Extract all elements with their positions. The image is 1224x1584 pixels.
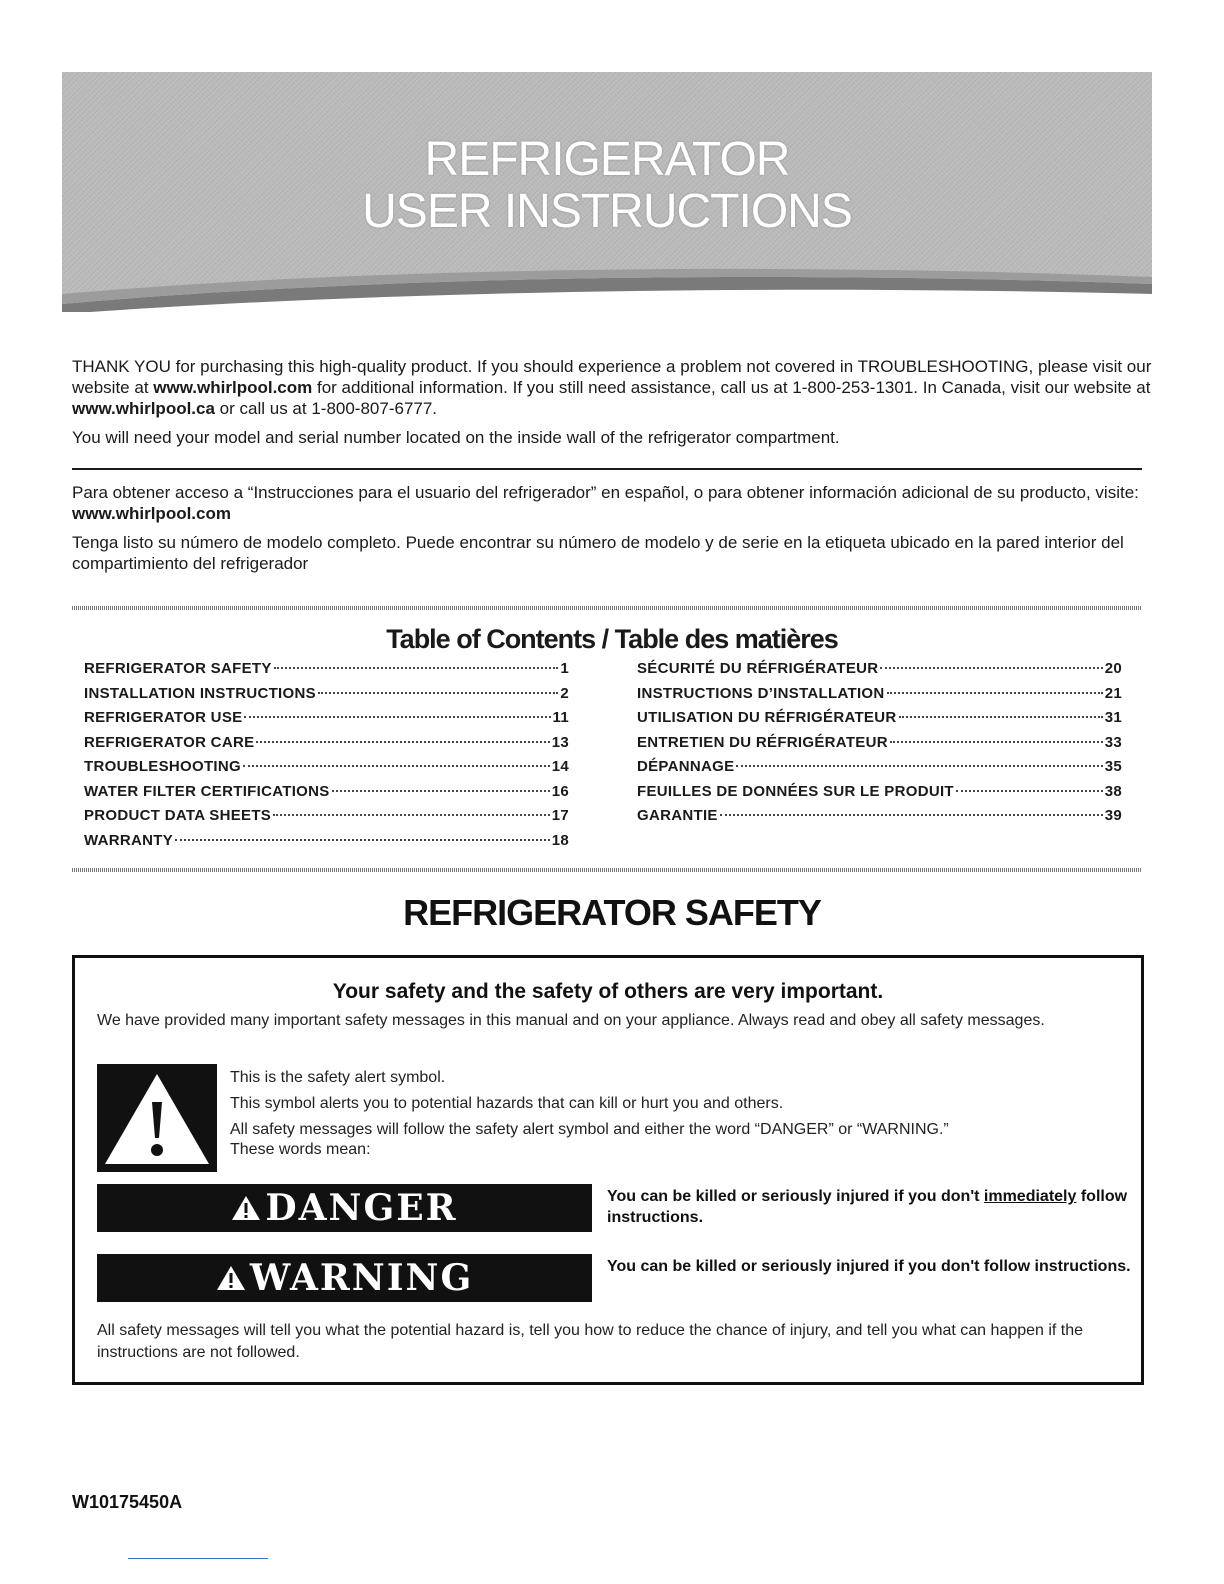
toc-entry[interactable] <box>84 758 569 783</box>
toc-french-column <box>637 660 1122 832</box>
toc-title: Table of Contents / Table des matières <box>386 624 838 654</box>
toc-leader-dots <box>256 740 549 743</box>
toc-entry-page: 17 <box>551 807 569 824</box>
danger-signal-bar <box>97 1184 592 1232</box>
header-banner <box>62 72 1152 312</box>
dotted-divider <box>72 868 1142 872</box>
toc-leader-dots <box>736 764 1102 767</box>
bottom-rule <box>128 1558 268 1559</box>
toc-leader-dots <box>243 764 550 767</box>
document-number: W10175450A <box>72 1492 183 1512</box>
toc-entry-label: REFRIGERATOR CARE <box>84 733 255 751</box>
toc-entry-page: 13 <box>551 733 569 751</box>
toc-entry-label: GARANTIE <box>637 807 718 824</box>
alert-line-4: These words mean: <box>230 1141 371 1158</box>
toc-leader-dots <box>899 715 1103 718</box>
toc-entry-label: ENTRETIEN DU RÉFRIGÉRATEUR <box>637 733 888 751</box>
intro-text-3: or call us at 1-800-807-6777. <box>214 399 438 418</box>
toc-entry-page: 2 <box>560 684 569 702</box>
toc-leader-dots <box>273 813 550 816</box>
toc-leader-dots <box>880 666 1102 669</box>
toc-entry-label: INSTALLATION INSTRUCTIONS <box>84 684 316 702</box>
toc-entry[interactable] <box>637 807 1122 832</box>
toc-entry-label: SÉCURITÉ DU RÉFRIGÉRATEUR <box>637 660 879 677</box>
intro-text-1: THANK YOU for purchasing this high-quality product. If you should experience a problem not covered in TROUBLESHOOTING, please visit our website at <box>72 357 1152 397</box>
toc-leader-dots <box>332 789 550 792</box>
toc-leader-dots <box>720 813 1103 816</box>
banner-title <box>62 134 1152 238</box>
toc-entry-page: 21 <box>1104 684 1122 702</box>
toc-entry-label: INSTRUCTIONS D’INSTALLATION <box>637 684 885 702</box>
toc-leader-dots <box>887 691 1103 694</box>
toc-entry[interactable] <box>84 685 569 710</box>
toc-entry-page: 38 <box>1104 782 1122 800</box>
warning-triangle-icon <box>97 1064 217 1172</box>
toc-leader-dots <box>890 740 1103 743</box>
toc-entry-page: 16 <box>551 782 569 800</box>
toc-entry[interactable] <box>637 734 1122 759</box>
banner-title-line1: REFRIGERATOR <box>424 133 790 186</box>
alert-line-3: All safety messages will follow the safety alert symbol and either the word “DANGER” or “WARNING.” <box>230 1121 949 1138</box>
safety-footer: All safety messages will tell you what the potential hazard is, tell you how to reduce the chance of injury, and tell you what can happen if the instructions are not followed. <box>97 1322 1084 1361</box>
intro-paragraph <box>72 356 1152 419</box>
toc-entry[interactable] <box>84 783 569 808</box>
toc-entry[interactable] <box>637 758 1122 783</box>
whirlpool-com-link[interactable]: www.whirlpool.com <box>153 378 313 397</box>
spanish-paragraph <box>72 482 1152 524</box>
toc-entry-page: 33 <box>1104 733 1122 751</box>
danger-text-1: You can be killed or seriously injured if you don't <box>607 1188 984 1205</box>
danger-description <box>607 1186 1137 1228</box>
toc-entry-page: 20 <box>1104 660 1122 677</box>
alert-line-1: This is the safety alert symbol. <box>230 1069 446 1086</box>
whirlpool-ca-link[interactable]: www.whirlpool.ca <box>72 399 215 418</box>
intro-spanish <box>72 482 1152 582</box>
safety-box <box>72 955 1144 1385</box>
warning-description: You can be killed or seriously injured if you don't follow instructions. <box>607 1258 1131 1275</box>
section-divider <box>72 468 1142 470</box>
toc-entry[interactable] <box>84 807 569 832</box>
spanish-model-note: Tenga listo su número de modelo completo. Puede encontrar su número de modelo y de serie en la etiqueta ubicado en la pared interior del compartimiento del refrigerador <box>72 533 1124 573</box>
dotted-divider <box>72 606 1142 610</box>
toc-entry-label: UTILISATION DU RÉFRIGÉRATEUR <box>637 709 897 726</box>
toc-leader-dots <box>175 838 550 841</box>
toc-entry[interactable] <box>637 660 1122 685</box>
banner-title-line2: USER INSTRUCTIONS <box>362 185 852 238</box>
safety-alert-symbol <box>97 1064 217 1172</box>
model-serial-note: You will need your model and serial number located on the inside wall of the refrigerator compartment. <box>72 428 840 447</box>
toc-entry[interactable] <box>637 783 1122 808</box>
spanish-text-1: Para obtener acceso a “Instrucciones para el usuario del refrigerador” en español, o para obtener información adicional de su producto, visite: <box>72 483 1139 502</box>
toc-entry[interactable] <box>84 709 569 734</box>
toc-leader-dots <box>318 691 558 694</box>
toc-entry[interactable] <box>637 709 1122 734</box>
spanish-whirlpool-link[interactable]: www.whirlpool.com <box>72 504 231 523</box>
toc-entry-page: 39 <box>1104 807 1122 824</box>
toc-entry-page: 1 <box>560 660 569 677</box>
toc-entry-label: REFRIGERATOR USE <box>84 709 243 726</box>
toc-leader-dots <box>956 789 1103 792</box>
toc-english-column <box>84 660 569 856</box>
toc-entry-label: WATER FILTER CERTIFICATIONS <box>84 782 330 800</box>
toc-entry-page: 11 <box>552 709 569 726</box>
danger-text-emphasis: immediately <box>983 1188 1077 1205</box>
warning-label: WARNING <box>249 1257 474 1299</box>
alert-line-2: This symbol alerts you to potential hazards that can kill or hurt you and others. <box>230 1095 784 1112</box>
toc-entry-label: REFRIGERATOR SAFETY <box>84 660 272 677</box>
safety-intro: We have provided many important safety messages in this manual and on your appliance. Always read and obey all safety messages. <box>97 1012 1045 1029</box>
toc-entry-page: 35 <box>1104 758 1122 775</box>
toc-entry[interactable] <box>84 832 569 857</box>
toc-entry-label: DÉPANNAGE <box>637 758 735 775</box>
toc-entry[interactable] <box>637 685 1122 710</box>
danger-label: DANGER <box>265 1187 458 1229</box>
toc-entry[interactable] <box>84 734 569 759</box>
safety-subhead: Your safety and the safety of others are very important. <box>332 980 884 1003</box>
intro-text-2: for additional information. If you still need assistance, call us at 1-800-253-1301. In Canada, visit our website at <box>312 378 1151 397</box>
warning-signal-bar <box>97 1254 592 1302</box>
toc-entry-label: TROUBLESHOOTING <box>84 758 241 775</box>
toc-leader-dots <box>244 715 550 718</box>
toc-entry-label: WARRANTY <box>84 831 174 849</box>
danger-text-2: follow instructions. <box>607 1188 1128 1226</box>
intro-english <box>72 356 1152 456</box>
toc-leader-dots <box>274 666 559 669</box>
alert-symbol-explanation <box>230 1068 1110 1166</box>
danger-alert-icon <box>231 1194 261 1222</box>
toc-entry[interactable] <box>84 660 569 685</box>
toc-entry-page: 14 <box>551 758 569 775</box>
safety-heading: REFRIGERATOR SAFETY <box>403 892 821 933</box>
toc-entry-label: FEUILLES DE DONNÉES SUR LE PRODUIT <box>637 782 954 800</box>
toc-entry-page: 31 <box>1104 709 1122 726</box>
warning-alert-icon <box>216 1264 246 1292</box>
toc-entry-page: 18 <box>551 831 569 849</box>
toc-entry-label: PRODUCT DATA SHEETS <box>84 807 272 824</box>
